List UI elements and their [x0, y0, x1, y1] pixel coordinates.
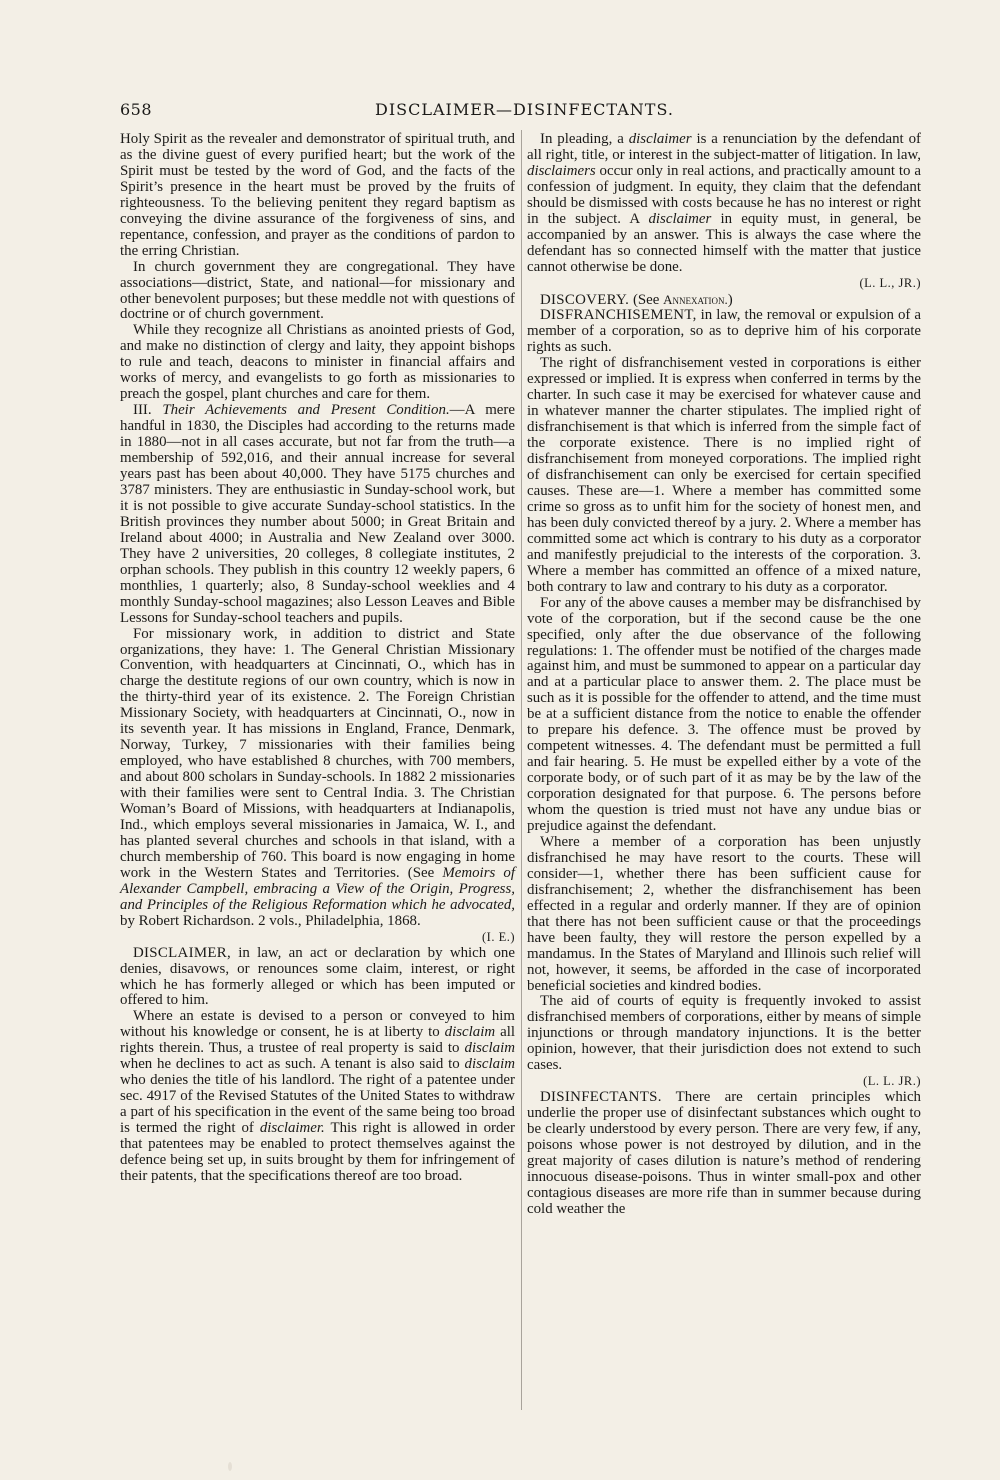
page-header	[120, 100, 920, 126]
paragraph: Where a member of a corporation has been unjustly disfranchised he may have resort to the courts. These will consider—1, whether there has been sufficient cause for disfranchisement; 2, whether the disfranchisement has been effected in a regular and orderly manner. If they are of opinion that there has not been sufficient cause or that the proceedings have been faulty, they will restore the person expelled by a mandamus. In the States of Maryland and Illinois such relief will not, however, it seems, be afforded in the case of incorporated beneficial societies and kindred bodies.	[527, 833, 921, 994]
reference-title: Memoirs of Alexander Campbell, embracing a View of the Origin, Progress, and Principles of the Religious Reformation which he advocated,	[120, 864, 515, 913]
paragraph: Holy Spirit as the revealer and demonstrator of spiritual truth, and as the divine guest of every purified heart; but the work of the Spirit must be tested by the word of God, and the facts of the Spirit’s presence in the heart must be proved by the fruits of righteousness. To the believing penitent they regard baptism as conveying the divine assurance of the forgiveness of sins, and repentance, confession, and prayer as the conditions of pardon to the erring Christian.	[120, 131, 515, 259]
section-label: III.	[133, 402, 152, 419]
paragraph-text: in equity must, in general, be accompanied by an answer. This is always the case where the defendant has so connected himself with the matter that justice cannot otherwise be done.	[527, 210, 921, 275]
paragraph-text: occur only in real actions, and practically amount to a confession of judgment. In equity, they claim that the defendant should be dismissed with costs because he has no interest or right in the subject. A	[527, 162, 921, 227]
entry-text: in law, the removal or expulsion of a member of a corporation, so as to deprive him of his corporate rights as such.	[527, 307, 921, 356]
emphasis: disclaimers	[527, 162, 596, 179]
emphasis: disclaim	[444, 1024, 496, 1041]
paragraph-text: This right is allowed in order that patentees may be enabled to protect themselves against the defence being set up, in suits brought by them for infringement of their patents, that the specifications thereof are too broad.	[120, 1120, 515, 1184]
paragraph: The aid of courts of equity is frequently invoked to assist disfranchised members of corporations, either by means of simple injunctions or through mandatory injunctions. It is the better opinion, however, that their jurisdiction does not extend to such cases.	[527, 993, 921, 1074]
paragraph	[527, 132, 921, 276]
paper-blemish	[228, 1462, 232, 1471]
paragraph-text: who denies the title of his landlord. The right of a patentee under sec. 4917 of the Revised Statutes of the United States to withdraw a part of his specification in the event of the same being too broad is termed the right of	[120, 1072, 515, 1137]
cross-reference-close: )	[727, 291, 733, 308]
paragraph: While they recognize all Christians as anointed priests of God, and make no distinction of clergy and laity, they appoint bishops to rule and teach, deacons to minister in financial affairs and works of mercy, and evangelists to go forth as missionaries to preach the gospel, plant churches and care for them.	[120, 322, 515, 403]
author-signature: (I. E.)	[482, 929, 515, 944]
paragraph-text: is a renunciation by the defendant of all right, title, or interest in the subject-matter of litigation. In law,	[527, 131, 921, 163]
left-column	[120, 132, 515, 1185]
paragraph	[120, 627, 515, 930]
entry-heading: DISCLAIMER,	[133, 944, 232, 961]
author-signature: (L. L., JR.)	[859, 275, 921, 290]
entry-heading: DISCOVERY.	[540, 291, 630, 308]
paragraph-text: Where an estate is devised to a person or conveyed to him without his knowledge or consent, he is at liberty to	[120, 1008, 515, 1041]
emphasis: disclaim	[464, 1056, 515, 1073]
cross-reference-see: (See	[632, 291, 664, 308]
column-divider	[521, 130, 522, 1410]
entry-heading: DISINFECTANTS.	[540, 1089, 662, 1106]
author-signature: (L. L. JR.)	[863, 1074, 921, 1089]
section-title: Their Achievements and Present Condition.	[162, 402, 450, 419]
entry-discovery	[527, 292, 921, 309]
page-number: 658	[120, 100, 153, 119]
entry-disfranchisement	[527, 308, 921, 356]
entry-text: There are certain principles which underlie the proper use of disinfectant substances which ought to be clearly understood by every person. There are very few, if any, poisons whose power is not destroyed by dilution, and in the great majority of cases dilution is nature’s method of rendering innocuous disease-poisons. Thus in winter small-pox and other contagious diseases are more rife than in summer because during cold weather the	[527, 1089, 921, 1217]
entry-text: in law, an act or declaration by which one denies, disavows, or renounces some claim, interest, or right which he has formerly alleged or which has been imputed or offered to him.	[120, 944, 515, 1009]
entry-disinfectants	[527, 1090, 921, 1218]
cross-reference-link: Annexation.	[663, 291, 728, 307]
paragraph-text: when he declines to act as such. A tenant is also said to	[120, 1056, 465, 1073]
paragraph-section-iii	[120, 403, 515, 626]
emphasis: disclaimer	[628, 131, 692, 147]
emphasis: disclaim	[464, 1040, 515, 1057]
paragraph-text: by Robert Richardson. 2 vols., Philadelphia, 1868.	[120, 912, 421, 929]
emphasis: disclaimer.	[259, 1120, 325, 1137]
running-head: DISCLAIMER—DISINFECTANTS.	[375, 100, 674, 119]
paragraph-text: For missionary work, in addition to district and State organizations, they have: 1. The General Christian Missionary Convention, with headquarters at Cincinnati, O., which has in charge the destitute regions of our own country, which is now in the thirty-third year of its existence. 2. The Foreign Christian Missionary Society, with headquarters at Cincinnati, O., now in its seventh year. It has missions in England, France, Denmark, Norway, Turkey, 7 missionaries with their families being employed, who have established 8 churches, with 700 members, and about 800 scholars in Sunday-schools. In 1882 2 missionaries with their families were sent to Central India. 3. The Christian Woman’s Board of Missions, with headquarters at Indianapolis, Ind., which employs several missionaries in Jamaica, W. I., and has planted several churches and schools in that island, with a church membership of 760. This board is now engaging in home work in the Western States and Territories. (See	[120, 625, 515, 881]
right-column	[527, 132, 921, 1218]
paragraph	[120, 1009, 515, 1184]
paragraph-text: all rights therein. Thus, a trustee of real property is said to	[120, 1024, 515, 1057]
paragraph-text: In pleading, a	[540, 131, 629, 147]
section-text: —A mere handful in 1830, the Disciples had according to the returns made in 1880—not in all cases accurate, but not far from the truth—a membership of 592,016, and their annual increase for several years past has been about 40,000. They have 5175 churches and 3787 ministers. They are enthusiastic in Sunday-school work, but it is not possible to give accurate Sunday-school statistics. In the British provinces they number about 5000; in Great Britain and Ireland about 4000; in Australia and New Zealand over 3000. They have 2 universities, 20 colleges, 8 collegiate institutes, 2 orphan schools. They publish in this country 12 weekly papers, 6 monthlies, 1 quarterly; also, 8 Sunday-school weeklies and 4 monthly Sunday-school magazines; also Lesson Leaves and Bible Lessons for Sunday-school teachers and pupils.	[120, 402, 515, 626]
entry-heading: DISFRANCHISEMENT,	[540, 307, 697, 324]
paragraph: For any of the above causes a member may be disfranchised by vote of the corporation, but if the second cause be the one specified, only after the due observance of the following regulations: 1. The offender must be notified of the charges made against him, and must be summoned to appear on a particular day and at a particular place to answer them. 2. The place must be such as it is possible for the offender to attend, and the time must be at a sufficient distance from the notice to enable the offender to prepare his defence. 3. The offence must be proved by competent witnesses. 4. The defendant must be permitted a full and fair hearing. 5. He must be expelled either by a vote of the corporate body, or of such part of it as may be by the law of the corporation designated for that purpose. 6. The persons before whom the question is tried must not have any undue bias or prejudice against the defendant.	[527, 594, 921, 834]
paragraph: The right of disfranchisement vested in corporations is either expressed or implied. It is express when conferred in terms by the charter. In such case it may be exercised for whatever cause and in whatever manner the charter stipulates. The implied right of disfranchisement is that which is inferred from the simple fact of the corporate existence. There is no implied right of disfranchisement from moneyed corporations. The implied right of disfranchisement can only be exercised for certain specified causes. These are—1. Where a member has committed some crime so gross as to unfit him for the society of honest men, and has been duly convicted thereof by a jury. 2. Where a member has committed some act which is contrary to his duty as a corporator and manifestly prejudicial to the interests of the corporation. 3. Where a member has committed an offence of a mixed nature, both contrary to law and contrary to his duty as a corporator.	[527, 355, 921, 595]
entry-disclaimer	[120, 946, 515, 1010]
emphasis: disclaimer	[648, 210, 712, 227]
paragraph: In church government they are congregational. They have associations—district, State, and national—for missionary and other benevolent purposes; but these meddle not with questions of doctrine or of church government.	[120, 258, 515, 323]
